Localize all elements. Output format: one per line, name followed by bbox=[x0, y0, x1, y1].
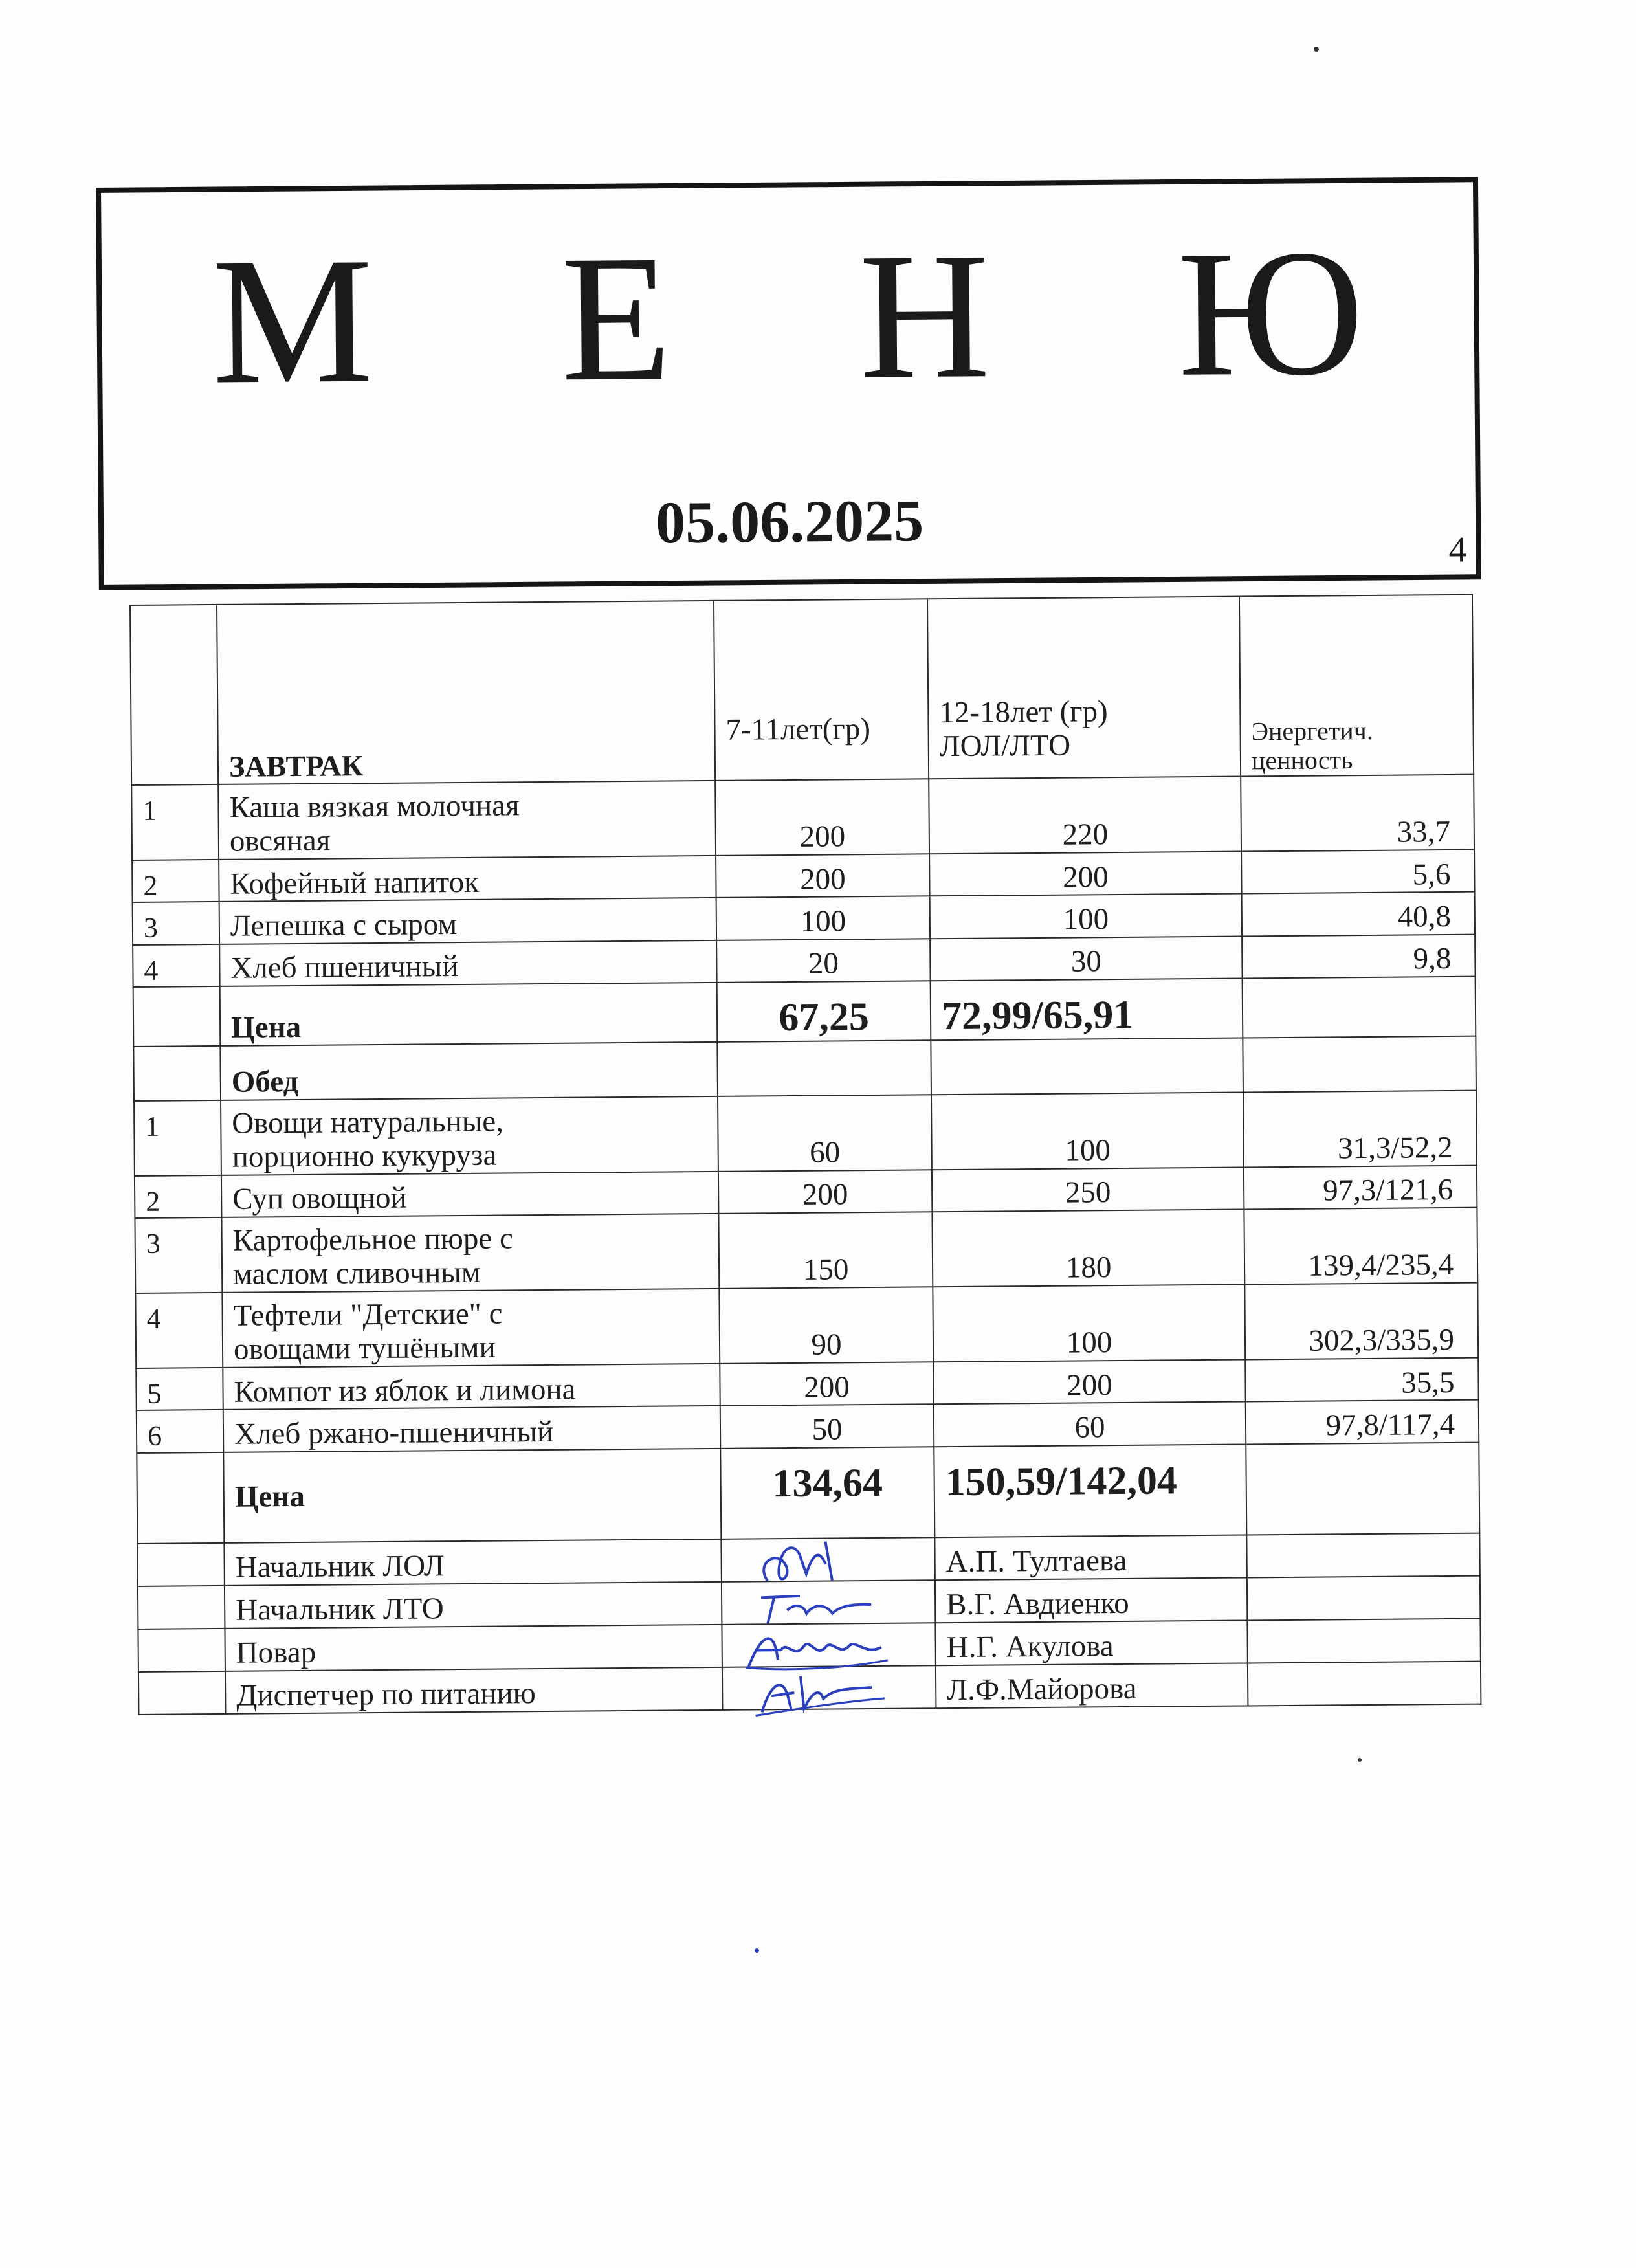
item-name: Кофейный напиток bbox=[219, 856, 716, 902]
item-energy: 31,3/52,2 bbox=[1243, 1090, 1477, 1167]
item-name-line1: Каша вязкая молочная bbox=[229, 788, 520, 825]
item-age1: 200 bbox=[716, 854, 930, 898]
item-age1: 90 bbox=[719, 1287, 933, 1364]
breakfast-price-row bbox=[133, 976, 1476, 1046]
col-age2-header-line1: 12-18лет (гр) bbox=[939, 694, 1108, 729]
lunch-empty-cell bbox=[1243, 1036, 1476, 1092]
signatory-role: Диспетчер по питанию bbox=[225, 1667, 722, 1713]
item-age2: 220 bbox=[929, 777, 1241, 854]
signatory-empty-cell bbox=[1248, 1661, 1481, 1706]
item-energy: 97,3/121,6 bbox=[1244, 1165, 1477, 1209]
item-number: 4 bbox=[135, 1293, 223, 1368]
item-name-line1: Овощи натуральные, bbox=[232, 1104, 504, 1140]
item-name: Хлеб ржано-пшеничный bbox=[223, 1406, 720, 1452]
item-number: 3 bbox=[135, 1217, 222, 1293]
lunch-empty-cell bbox=[931, 1038, 1243, 1095]
lunch-price-age1: 134,64 bbox=[720, 1447, 934, 1539]
lunch-price-row bbox=[137, 1442, 1479, 1543]
breakfast-label: ЗАВТРАК bbox=[217, 601, 715, 784]
table-row bbox=[135, 1208, 1477, 1293]
item-energy: 35,5 bbox=[1245, 1358, 1479, 1402]
item-number: 1 bbox=[131, 784, 219, 860]
item-number: 2 bbox=[135, 1175, 222, 1218]
table-row bbox=[135, 1283, 1478, 1368]
item-age1: 60 bbox=[718, 1095, 932, 1172]
lunch-price-age2: 150,59/142,04 bbox=[934, 1444, 1246, 1537]
item-age1: 200 bbox=[715, 779, 929, 856]
item-name bbox=[221, 1096, 718, 1175]
col-energy-header-line2: ценность bbox=[1251, 745, 1353, 775]
lunch-label: Обед bbox=[220, 1042, 718, 1100]
item-number: 3 bbox=[133, 902, 220, 944]
item-energy: 302,3/335,9 bbox=[1244, 1283, 1478, 1360]
price-energy-cell bbox=[1246, 1442, 1479, 1535]
item-name: Хлеб пшеничный bbox=[219, 940, 716, 986]
item-number: 5 bbox=[136, 1368, 223, 1410]
col-age2-header bbox=[927, 597, 1241, 779]
signatory-role: Начальник ЛТО bbox=[225, 1581, 722, 1628]
signatory-name: Л.Ф.Майорова bbox=[936, 1663, 1248, 1708]
item-energy: 5,6 bbox=[1241, 850, 1475, 894]
signature-cell bbox=[722, 1580, 936, 1625]
item-age2: 200 bbox=[929, 852, 1241, 896]
table-header-row bbox=[130, 595, 1474, 785]
item-number: 2 bbox=[132, 860, 219, 902]
item-age2: 100 bbox=[933, 1285, 1245, 1362]
item-name: Компот из яблок и лимона bbox=[223, 1364, 720, 1410]
signatory-num-cell bbox=[138, 1585, 225, 1629]
item-age2: 180 bbox=[932, 1210, 1244, 1287]
col-age1-header: 7-11лет(гр) bbox=[714, 599, 929, 781]
item-age2: 200 bbox=[933, 1360, 1245, 1405]
title-box bbox=[96, 177, 1481, 590]
item-name-line1: Тефтели "Детские" с bbox=[233, 1296, 503, 1333]
page-number: 4 bbox=[1448, 529, 1467, 570]
item-energy: 139,4/235,4 bbox=[1244, 1208, 1477, 1285]
header-num-cell bbox=[130, 605, 218, 785]
signature-cell bbox=[722, 1623, 936, 1667]
signature-image bbox=[742, 1662, 892, 1719]
item-age2: 250 bbox=[932, 1167, 1244, 1212]
item-energy: 9,8 bbox=[1242, 934, 1476, 978]
scan-speck bbox=[1314, 47, 1319, 52]
signatory-name: В.Г. Авдиенко bbox=[935, 1577, 1248, 1623]
item-name-line2: овсяная bbox=[229, 823, 331, 859]
menu-date: 05.06.2025 bbox=[655, 487, 924, 556]
item-age2: 100 bbox=[931, 1092, 1244, 1170]
signature-cell bbox=[722, 1665, 936, 1710]
signatory-name: Н.Г. Акулова bbox=[935, 1620, 1248, 1665]
signatory-empty-cell bbox=[1247, 1575, 1481, 1620]
scan-speck bbox=[1358, 1758, 1362, 1762]
breakfast-price-label: Цена bbox=[220, 983, 718, 1046]
item-name-line2: маслом сливочным bbox=[232, 1256, 481, 1292]
item-age1: 20 bbox=[716, 939, 931, 983]
item-age2: 100 bbox=[930, 894, 1242, 939]
table-row bbox=[131, 775, 1474, 860]
lunch-header-row bbox=[133, 1036, 1476, 1100]
signatory-name: А.П. Тултаева bbox=[934, 1535, 1247, 1580]
item-name-line2: порционно кукуруза bbox=[232, 1138, 497, 1174]
item-number: 1 bbox=[134, 1100, 221, 1176]
col-energy-header-line1: Энергетич. bbox=[1251, 716, 1373, 746]
signatory-num-cell bbox=[137, 1542, 225, 1586]
item-name-line2: овощами тушёными bbox=[233, 1331, 496, 1367]
item-age1: 50 bbox=[720, 1405, 934, 1449]
signatory-role: Повар bbox=[225, 1624, 722, 1671]
price-num-cell bbox=[137, 1452, 224, 1543]
item-name: Лепешка с сыром bbox=[219, 898, 716, 944]
signatory-num-cell bbox=[138, 1671, 226, 1714]
table-row bbox=[134, 1090, 1477, 1175]
item-age1: 150 bbox=[718, 1212, 933, 1289]
item-name bbox=[218, 781, 716, 860]
signatory-empty-cell bbox=[1247, 1618, 1481, 1663]
col-age2-header-line2: ЛОЛ/ЛТО bbox=[939, 728, 1071, 764]
lunch-price-label: Цена bbox=[223, 1448, 721, 1542]
item-age1: 200 bbox=[718, 1170, 933, 1214]
item-number: 6 bbox=[137, 1410, 224, 1452]
item-name-line1: Картофельное пюре с bbox=[232, 1221, 514, 1258]
signature-cell bbox=[721, 1537, 935, 1582]
item-energy: 97,8/117,4 bbox=[1246, 1400, 1479, 1444]
item-age2: 60 bbox=[934, 1402, 1246, 1447]
item-age1: 100 bbox=[716, 896, 931, 940]
price-energy-cell bbox=[1243, 976, 1476, 1038]
menu-table bbox=[129, 594, 1481, 1715]
lunch-empty-cell bbox=[717, 1040, 931, 1096]
price-num-cell bbox=[133, 986, 221, 1047]
item-name bbox=[222, 1289, 720, 1368]
signatory-role: Начальник ЛОЛ bbox=[224, 1539, 721, 1585]
item-name: Суп овощной bbox=[221, 1172, 718, 1217]
signatory-empty-cell bbox=[1246, 1533, 1480, 1577]
col-energy-header bbox=[1239, 595, 1474, 777]
lunch-num-cell bbox=[133, 1046, 221, 1101]
item-energy: 40,8 bbox=[1242, 892, 1476, 936]
breakfast-price-age1: 67,25 bbox=[717, 981, 931, 1042]
item-name bbox=[221, 1214, 719, 1293]
breakfast-price-age2: 72,99/65,91 bbox=[931, 978, 1243, 1040]
item-energy: 33,7 bbox=[1241, 775, 1474, 852]
signatory-num-cell bbox=[138, 1628, 225, 1671]
menu-title: М Е Н Ю bbox=[211, 210, 1436, 422]
scan-speck bbox=[755, 1948, 759, 1953]
item-number: 4 bbox=[133, 944, 220, 986]
item-age2: 30 bbox=[930, 936, 1242, 981]
item-age1: 200 bbox=[720, 1362, 934, 1406]
